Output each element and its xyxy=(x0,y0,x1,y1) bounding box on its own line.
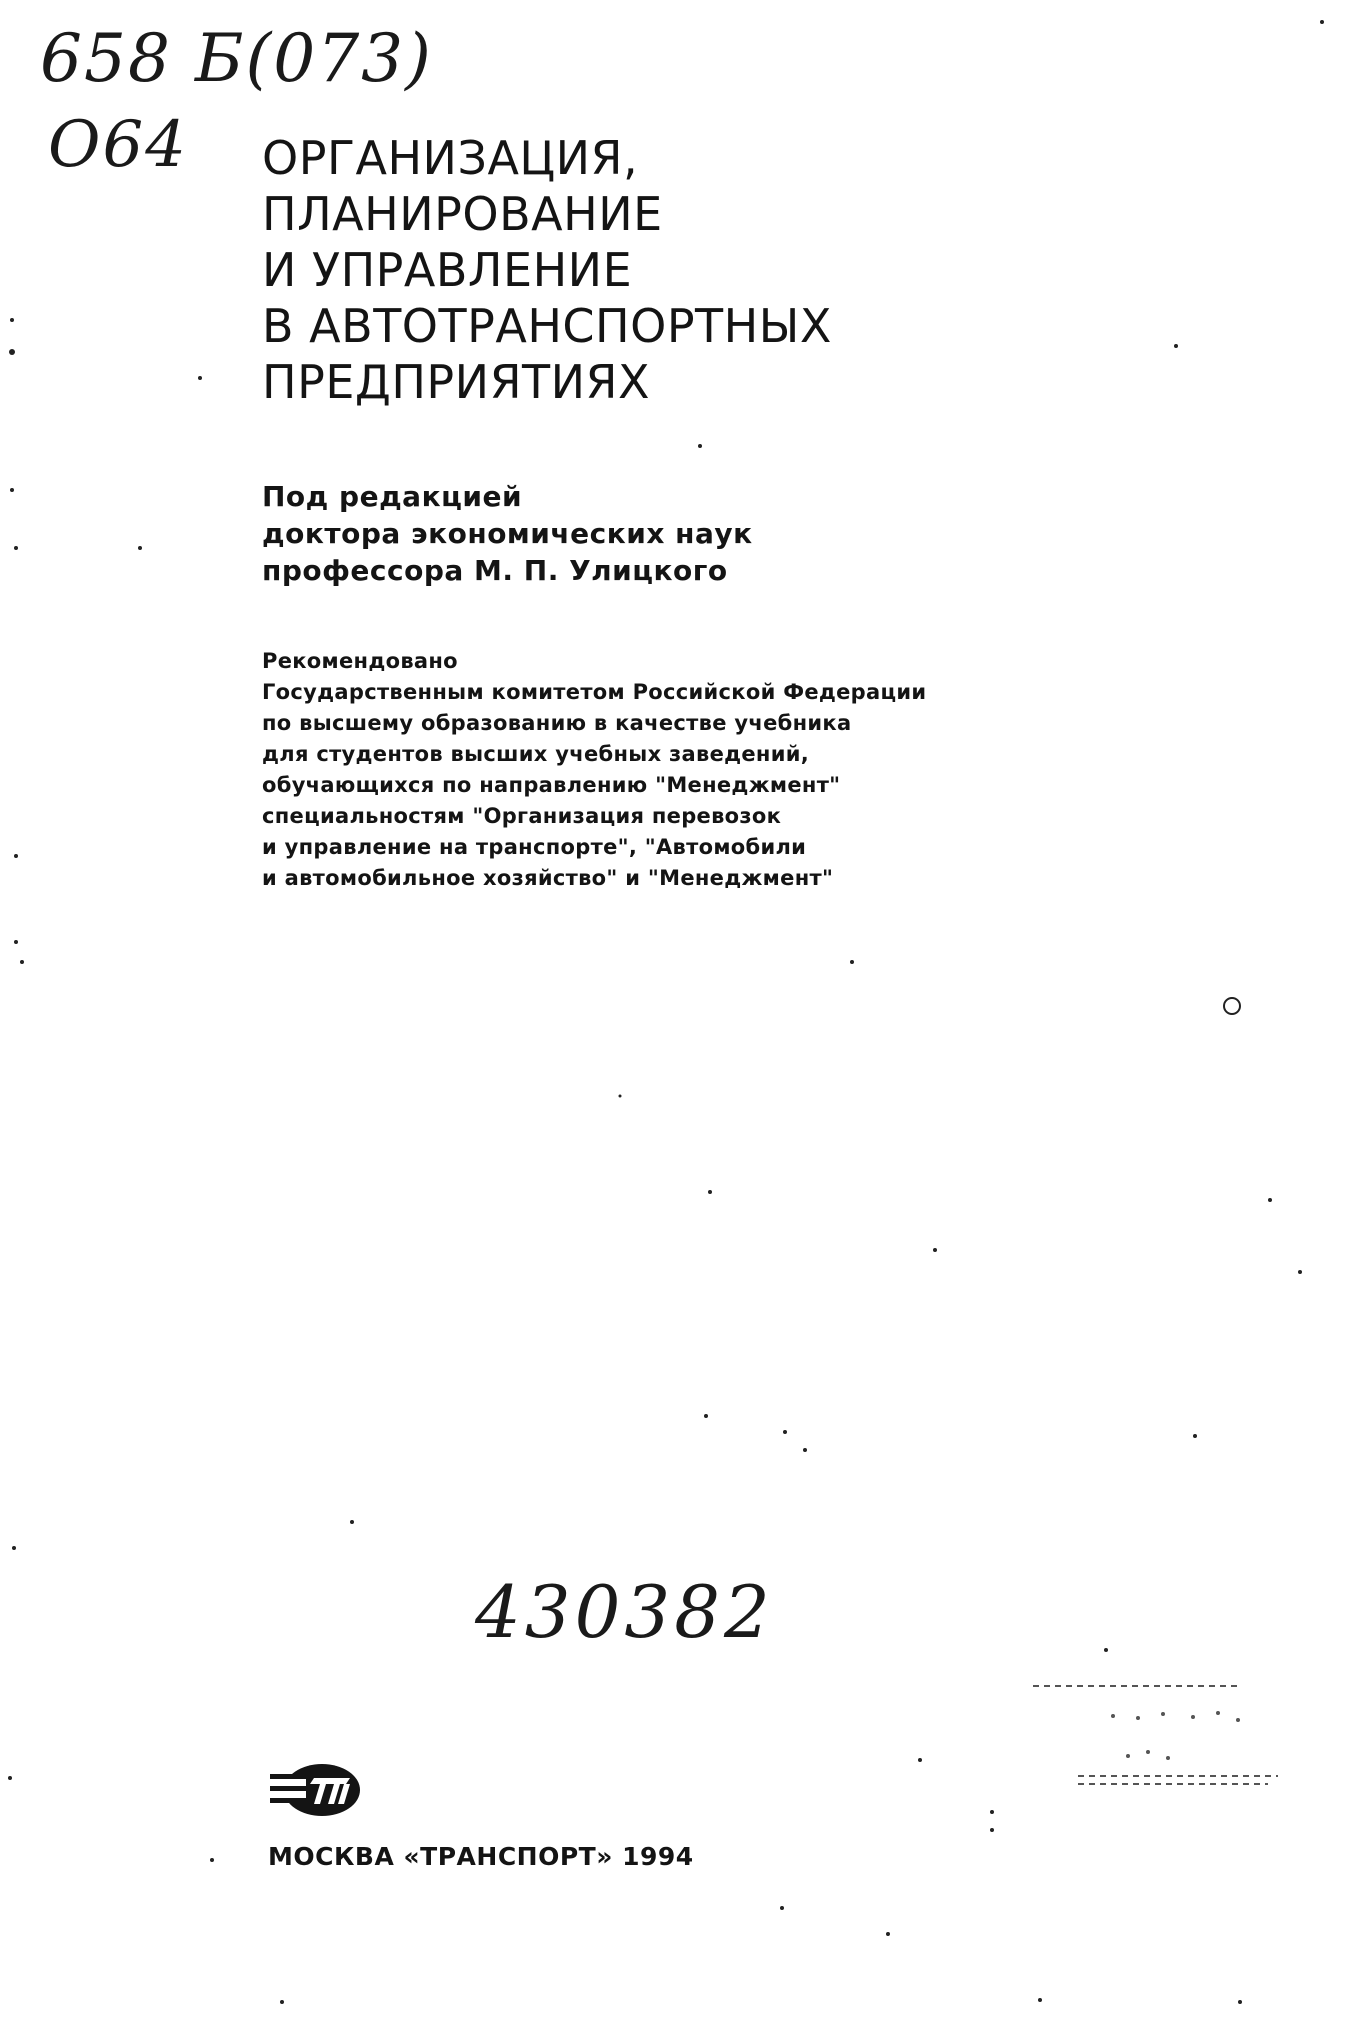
recommendation-line: по высшему образованию в качестве учебника xyxy=(262,711,852,735)
recommendation-line: специальностям "Организация перевозок xyxy=(262,804,782,828)
recommendation-line: и автомобильное хозяйство" и "Менеджмент" xyxy=(262,866,834,890)
book-title xyxy=(262,130,832,410)
recommendation-line: и управление на транспорте", "Автомобили xyxy=(262,835,807,859)
editor-credit-line: Под редакцией xyxy=(262,480,523,513)
transport-publisher-logo-icon xyxy=(270,1760,366,1820)
editor-credit xyxy=(262,478,753,589)
handwritten-author-mark: О64 xyxy=(48,108,188,182)
recommendation-line: для студентов высших учебных заведений, xyxy=(262,742,810,766)
book-title-line: ОРГАНИЗАЦИЯ, xyxy=(262,131,639,185)
publisher-imprint: МОСКВА «ТРАНСПОРТ» 1994 xyxy=(268,1842,694,1871)
editor-credit-line: доктора экономических наук xyxy=(262,517,753,550)
recommendation-line: обучающихся по направлению "Менеджмент" xyxy=(262,773,841,797)
recommendation-line: Рекомендовано xyxy=(262,649,458,673)
book-title-line: ПЛАНИРОВАНИЕ xyxy=(262,187,663,241)
book-title-line: И УПРАВЛЕНИЕ xyxy=(262,243,633,297)
library-stamp xyxy=(1028,1676,1288,1806)
recommendation-line: Государственным комитетом Российской Федерации xyxy=(262,680,927,704)
recommendation-notice xyxy=(262,646,926,894)
book-title-line: ПРЕДПРИЯТИЯХ xyxy=(262,355,651,409)
handwritten-call-number: 658 Б(073) xyxy=(40,20,433,97)
handwritten-inventory-number: 430382 xyxy=(475,1570,774,1654)
editor-credit-line: профессора М. П. Улицкого xyxy=(262,554,728,587)
book-title-line: В АВТОТРАНСПОРТНЫХ xyxy=(262,299,832,353)
